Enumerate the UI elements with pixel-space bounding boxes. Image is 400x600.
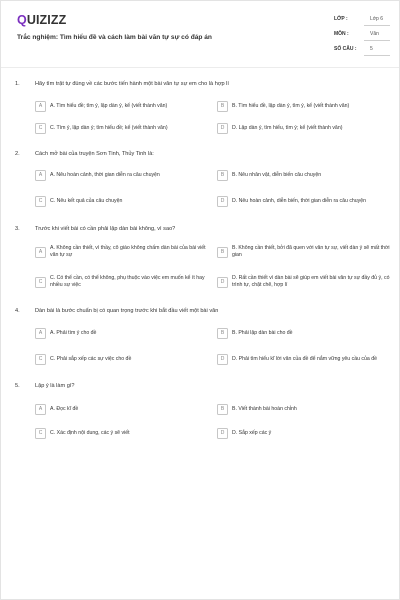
question-text: Trước khi viết bài có cần phải lập dàn bài không, vì sao? <box>35 226 176 232</box>
meta-row-count <box>334 46 390 61</box>
option-a[interactable] <box>35 97 207 115</box>
option-b[interactable] <box>217 324 395 342</box>
option-text: C. Xác định nội dung, các ý sẽ viết <box>50 429 130 436</box>
meta-row-subject <box>334 31 390 46</box>
meta-underline <box>364 25 390 26</box>
option-d[interactable] <box>217 192 395 210</box>
option-letter-box: C <box>35 123 46 134</box>
meta-value-grade: Lớp 6 <box>370 16 384 22</box>
option-letter-box: D <box>217 428 228 439</box>
option-c[interactable] <box>35 350 207 368</box>
question-text: Lập ý là làm gì? <box>35 383 75 389</box>
option-text: D. Lập dàn ý, tìm hiểu, tìm ý; kể (viết thành văn) <box>232 124 343 131</box>
option-letter-box: C <box>35 196 46 207</box>
option-d[interactable] <box>217 424 395 442</box>
option-letter-box: B <box>217 170 228 181</box>
meta-value-subject: Văn <box>370 31 379 37</box>
option-letter-box: D <box>217 196 228 207</box>
option-text: C. Có thể cần, có thể không, phụ thuộc vào việc em muốn kể ít hay nhiều sự việc <box>50 275 205 288</box>
meta-label-subject: MÔN : <box>334 31 349 37</box>
option-d[interactable] <box>217 350 395 368</box>
option-letter-box: D <box>217 277 228 288</box>
option-text: A. Tìm hiểu đề; tìm ý, lập dàn ý, kể (viết thành văn) <box>50 102 168 109</box>
header-divider <box>1 67 399 68</box>
option-text: B. Viết thành bài hoàn chỉnh <box>232 405 297 412</box>
option-letter-box: A <box>35 170 46 181</box>
option-c[interactable] <box>35 424 207 442</box>
option-text: D. Sắp xếp các ý <box>232 429 272 436</box>
option-a[interactable] <box>35 166 207 184</box>
option-text: C. Nêu kết quả của câu chuyện <box>50 197 123 204</box>
option-letter-box: C <box>35 354 46 365</box>
option-letter-box: D <box>217 354 228 365</box>
option-text: D. Phải tìm hiểu kĩ lời văn của đề để nắm vững yêu cầu của đề <box>232 355 377 362</box>
option-text: A. Đọc kĩ đề <box>50 405 79 412</box>
worksheet-meta <box>334 16 390 61</box>
option-a[interactable] <box>35 324 207 342</box>
question-number: 5. <box>15 383 20 389</box>
option-text: B. Nêu nhân vật, diễn biến câu chuyện <box>232 171 322 178</box>
meta-underline <box>364 55 390 56</box>
option-text: C. Tìm ý, lập dàn ý; tìm hiểu đề; kể (viết thành văn) <box>50 124 168 131</box>
option-text: B. Phải lập dàn bài cho đề <box>232 329 293 336</box>
option-d[interactable] <box>217 273 395 291</box>
option-letter-box: A <box>35 404 46 415</box>
option-text: B. Tìm hiểu đề, lập dàn ý, tìm ý, kể (viết thành văn) <box>232 102 350 109</box>
option-text: A. Không cần thiết, vì thầy, cô giáo không chấm dàn bài của bài viết văn tự sự <box>50 245 206 258</box>
option-letter-box: B <box>217 101 228 112</box>
option-text: C. Phải sắp xếp các sự việc cho đề <box>50 355 132 362</box>
question-text: Dàn bài là bước chuẩn bị có quan trọng trước khi bắt đầu viết một bài văn <box>35 308 219 314</box>
option-letter-box: A <box>35 328 46 339</box>
meta-row-grade <box>334 16 390 31</box>
meta-underline <box>364 40 390 41</box>
option-b[interactable] <box>217 166 395 184</box>
option-a[interactable] <box>35 400 207 418</box>
meta-value-count: 5 <box>370 46 373 52</box>
question-text: Cách mở bài của truyện Sơn Tinh, Thủy Tinh là: <box>35 151 154 157</box>
option-d[interactable] <box>217 119 395 137</box>
option-letter-box: A <box>35 101 46 112</box>
option-c[interactable] <box>35 273 207 291</box>
option-a[interactable] <box>35 243 207 261</box>
question-number: 2. <box>15 151 20 157</box>
option-text: A. Phải tìm ý cho đề <box>50 329 97 336</box>
option-letter-box: B <box>217 328 228 339</box>
option-text: D. Rất cần thiết vì dàn bài sẽ giúp em viết bài văn tự sự đầy đủ ý, có trình tự, chặt chẽ, hợp lí <box>232 275 390 288</box>
question-number: 4. <box>15 308 20 314</box>
option-c[interactable] <box>35 119 207 137</box>
logo-rest: UIZIZZ <box>26 13 67 27</box>
option-b[interactable] <box>217 243 395 261</box>
option-letter-box: C <box>35 277 46 288</box>
question-number: 1. <box>15 81 20 87</box>
option-text: D. Nêu hoàn cảnh, diễn biến, thời gian diễn ra câu chuyện <box>232 197 367 204</box>
option-b[interactable] <box>217 97 395 115</box>
option-letter-box: B <box>217 247 228 258</box>
worksheet-title: Trắc nghiệm: Tìm hiểu đề và cách làm bài văn tự sự có đáp án <box>17 34 212 41</box>
meta-label-count: SỐ CÂU : <box>334 46 357 52</box>
option-text: B. Không cần thiết, bởi đã quen với văn tự sự, viết dàn ý sẽ mất thời gian <box>232 245 390 258</box>
question-text: Hãy tìm trật tự đúng về các bước tiến hành một bài văn tự sự em cho là hợp lí <box>35 81 229 87</box>
option-letter-box: D <box>217 123 228 134</box>
quizizz-logo <box>17 13 66 27</box>
question-number: 3. <box>15 226 20 232</box>
meta-label-grade: LỚP : <box>334 16 348 22</box>
option-b[interactable] <box>217 400 395 418</box>
logo-letter-q: Q <box>17 13 27 27</box>
option-letter-box: B <box>217 404 228 415</box>
option-c[interactable] <box>35 192 207 210</box>
option-letter-box: C <box>35 428 46 439</box>
option-letter-box: A <box>35 247 46 258</box>
option-text: A. Nêu hoàn cảnh, thời gian diễn ra câu chuyện <box>50 171 160 178</box>
